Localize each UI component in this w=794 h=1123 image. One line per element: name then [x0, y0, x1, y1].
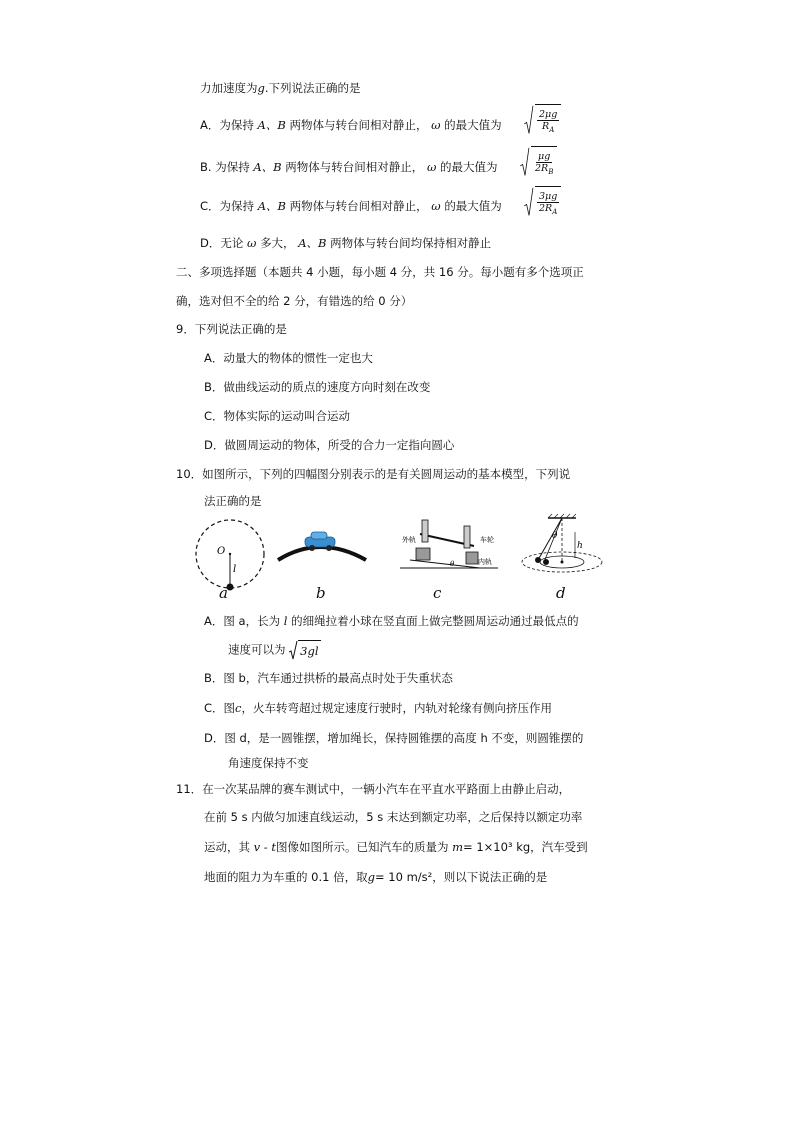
- svg-text:内轨: 内轨: [478, 558, 492, 566]
- section-2-heading: 二、多项选择题（本题共 4 小题，每小题 4 分，共 16 分。每小题有多个选项正: [176, 265, 584, 279]
- q8-option-d: D．无论 ω 多大， A、B 两物体与转台间均保持相对静止: [200, 236, 492, 250]
- q8-option-c-formula: $\frac{3\mu g}{2R_A}$: [523, 186, 561, 220]
- figure-d-label: d: [556, 584, 566, 602]
- svg-text:O: O: [217, 546, 226, 557]
- q10-option-a-line2: 速度可以为 3gl: [228, 640, 321, 660]
- q8-option-c: C．为保持 A、B 两物体与转台间相对静止， ω 的最大值为: [200, 199, 502, 213]
- q10-option-a-line1: A．图 a，长为 l 的细绳拉着小球在竖直面上做完整圆周运动通过最低点的: [204, 614, 579, 628]
- svg-text:θ: θ: [552, 531, 558, 541]
- q10-option-d-line1: D．图 d，是一圆锥摆，增加绳长，保持圆锥摆的高度 h 不变，则圆锥摆的: [204, 731, 584, 745]
- figure-c-banked-track: [400, 520, 498, 568]
- figure-b-label: b: [316, 584, 326, 602]
- svg-text:车轮: 车轮: [480, 536, 494, 544]
- q10-option-d-line2: 角速度保持不变: [228, 756, 309, 770]
- q11-line3: 运动，其 v - t图像如图所示。已知汽车的质量为 m= 1×10³ kg，汽车受到: [204, 840, 588, 854]
- svg-text:h: h: [577, 541, 583, 551]
- figure-d-conical-pendulum: [522, 514, 602, 572]
- q11-line2: 在前 5 s 内做匀加速直线运动，5 s 末达到额定功率，之后保持以额定功率: [204, 810, 583, 824]
- q11-line1: 11．在一次某品牌的赛车测试中，一辆小汽车在平直水平路面上由静止启动，: [176, 782, 571, 796]
- q10-option-c: C．图c，火车转弯超过规定速度行驶时，内轨对轮缘有侧向挤压作用: [204, 701, 552, 715]
- q10-stem-line2: 法正确的是: [204, 494, 262, 508]
- q9-option-c: C．物体实际的运动叫合运动: [204, 409, 351, 423]
- q9-stem: 9．下列说法正确的是: [176, 322, 287, 336]
- q9-option-d: D．做圆周运动的物体，所受的合力一定指向圆心: [204, 438, 455, 452]
- q8-option-b: B. 为保持 A、B 两物体与转台间相对静止， ω 的最大值为: [200, 160, 498, 174]
- figure-a-vertical-circle: [196, 520, 264, 591]
- svg-text:外轨: 外轨: [402, 536, 416, 544]
- section-2-note: 确，选对但不全的给 2 分，有错选的给 0 分）: [176, 294, 413, 308]
- q8-option-a-formula: $\frac{2\mu g}{R_A}$: [523, 104, 561, 138]
- figure-b-arch-bridge: [278, 532, 366, 560]
- svg-text:θ: θ: [450, 560, 455, 568]
- q8-option-b-formula: $\frac{\mu g}{2R_B}$: [519, 146, 557, 180]
- q10-stem-line1: 10．如图所示，下列的四幅图分别表示的是有关圆周运动的基本模型，下列说: [176, 467, 571, 481]
- svg-text:l: l: [233, 564, 237, 575]
- q8-intro: 力加速度为g.下列说法正确的是: [200, 81, 361, 95]
- figure-c-label: c: [433, 584, 442, 602]
- q8-option-a: A．为保持 A、B 两物体与转台间相对静止， ω 的最大值为: [200, 118, 502, 132]
- figure-a-label: a: [219, 584, 228, 602]
- q9-option-a: A．动量大的物体的惯性一定也大: [204, 351, 373, 365]
- q10-option-b: B．图 b，汽车通过拱桥的最高点时处于失重状态: [204, 671, 453, 685]
- q11-line4: 地面的阻力为车重的 0.1 倍，取g= 10 m/s²，则以下说法正确的是: [204, 870, 548, 884]
- q10-figures: [180, 512, 620, 608]
- q9-option-b: B．做曲线运动的质点的速度方向时刻在改变: [204, 380, 431, 394]
